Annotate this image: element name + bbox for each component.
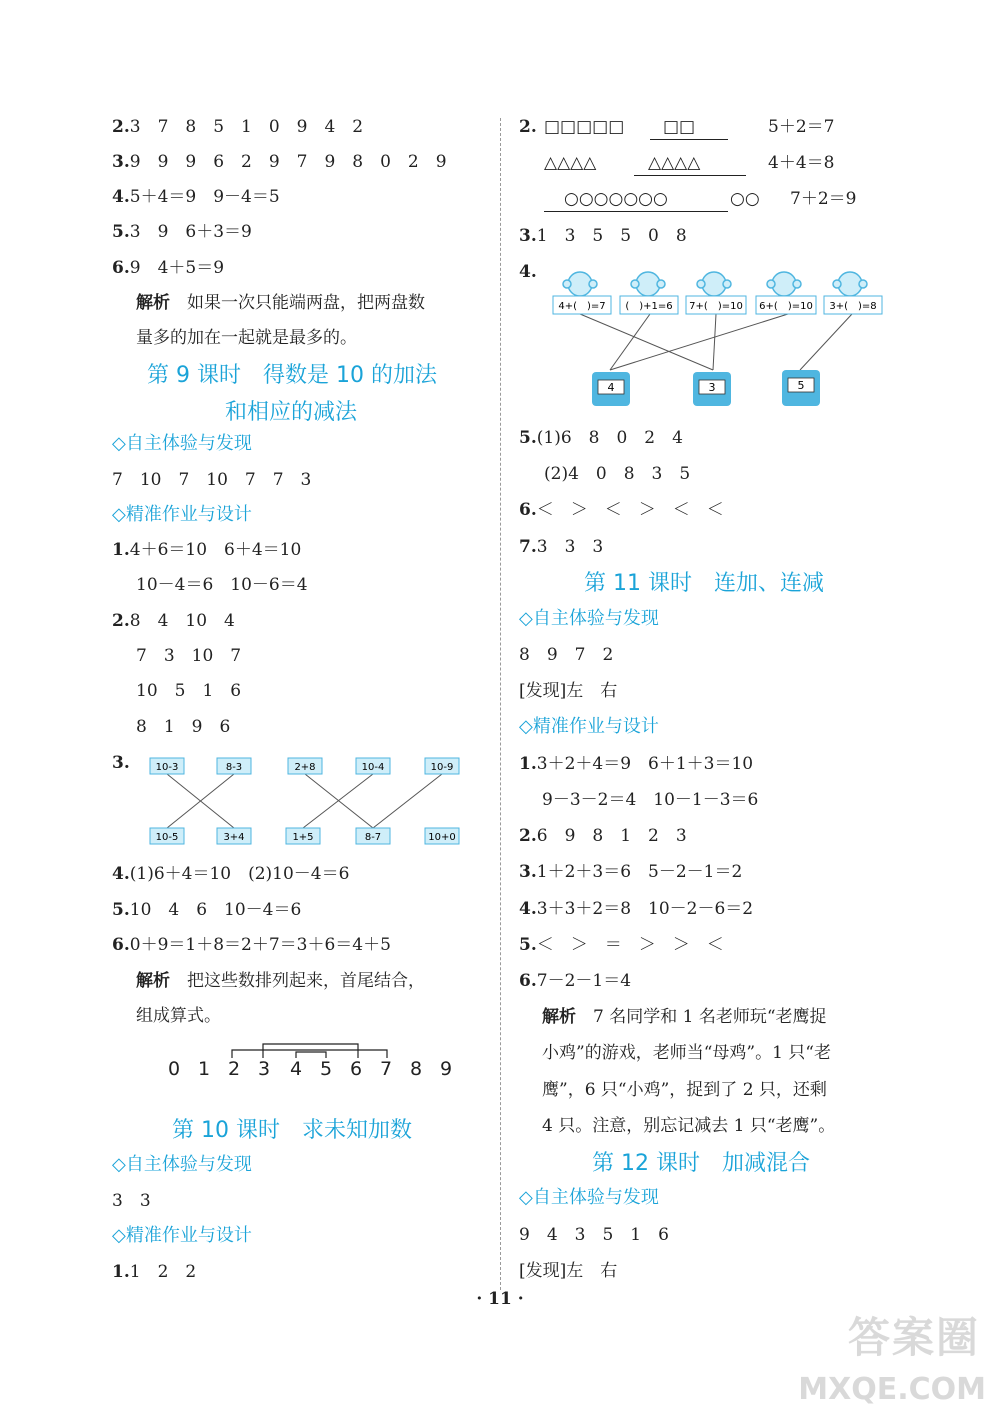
squares-group-a: □□□□□ <box>544 117 625 137</box>
explore-12-answers: 9 4 3 5 1 6 <box>519 1225 669 1245</box>
nl-4: 4 <box>289 1058 303 1080</box>
triangles-group-b: △△△△ <box>648 153 701 173</box>
card-top-2 <box>217 758 251 774</box>
analysis-3-line2: 小鸡”的游戏，老师当“母鸡”。1 只“老 <box>542 1043 831 1063</box>
hw-2-row3: 10 5 1 6 <box>136 681 242 701</box>
hw-2-row2: 7 3 10 7 <box>136 646 242 666</box>
triangles-group-a: △△△△ <box>544 153 597 173</box>
svg-text:5: 5 <box>797 379 805 392</box>
hw11-3: 3.1＋2＋3＝6 5－2－1＝2 <box>519 862 743 882</box>
house-icon <box>693 372 731 406</box>
monkey-icon <box>767 272 801 296</box>
answer-4-right: 4. <box>519 262 537 282</box>
hw-2: 2.8 4 10 4 <box>112 611 235 631</box>
section-homework-11: ◇精准作业与设计 <box>519 716 659 737</box>
svg-text:10-9: 10-9 <box>430 762 454 773</box>
card-eq-3: 7+( )=10 <box>689 301 743 312</box>
svg-text:10-5: 10-5 <box>155 832 179 843</box>
underline-2 <box>634 175 746 176</box>
house-icons <box>592 370 820 406</box>
svg-text:8-3: 8-3 <box>225 762 243 773</box>
monkey-icon <box>631 272 665 296</box>
explore-11-answers: 8 9 7 2 <box>519 645 614 665</box>
svg-text:10+0: 10+0 <box>428 832 456 843</box>
underline-3 <box>544 211 728 212</box>
answer-6: 6.9 4＋5＝9 <box>112 258 225 278</box>
lesson-11-title: 第 11 课时 连加、连减 <box>584 571 824 596</box>
equation-cards <box>553 296 882 314</box>
bottom-cards <box>150 828 459 844</box>
nl-7: 7 <box>379 1058 393 1080</box>
top-cards <box>150 758 459 774</box>
hw-3: 3. <box>112 753 130 773</box>
hw10-1: 1.1 2 2 <box>112 1262 197 1282</box>
equation-1: 5＋2＝7 <box>768 117 835 137</box>
section-explore-10: ◇自主体验与发现 <box>112 1154 252 1175</box>
lesson-10-title: 第 10 课时 求未知加数 <box>172 1118 412 1143</box>
answer-7-right: 7.3 3 3 <box>519 537 604 557</box>
svg-text:4: 4 <box>607 381 615 394</box>
match-lines-right <box>580 314 852 370</box>
analysis-2-text: 组成算式。 <box>136 1006 221 1026</box>
hw11-5: 5.＜ ＞ ＝ ＞ ＞ ＜ <box>519 935 724 955</box>
circles-group-b: ○○ <box>730 189 760 209</box>
card-eq-4: 6+( )=10 <box>759 301 813 312</box>
card-bottom-3 <box>286 828 320 844</box>
monkey-icon <box>697 272 731 296</box>
svg-text:2+8: 2+8 <box>294 762 316 773</box>
answer-6-right: 6.＜ ＞ ＜ ＞ ＜ ＜ <box>519 500 724 520</box>
analysis-3-line3: 鹰”，6 只“小鸡”，捉到了 2 只，还剩 <box>542 1080 827 1100</box>
nl-5: 5 <box>319 1058 333 1080</box>
card-bottom-2 <box>217 828 251 844</box>
nl-1: 1 <box>197 1058 211 1080</box>
svg-text:10-4: 10-4 <box>361 762 385 773</box>
monkey-icons <box>563 272 867 296</box>
match-lines <box>167 774 442 828</box>
explore-answers: 7 10 7 10 7 7 3 <box>112 470 312 490</box>
column-divider <box>500 118 501 1290</box>
hw-4: 4.(1)6＋4＝10 (2)10－4＝6 <box>112 864 350 884</box>
card-eq-5: 3+( )=8 <box>829 301 877 312</box>
answer-3: 3.9 9 9 6 2 9 7 9 8 0 2 9 <box>112 152 447 172</box>
nl-9: 9 <box>439 1058 453 1080</box>
svg-text:8-7: 8-7 <box>364 832 382 843</box>
section-explore-12: ◇自主体验与发现 <box>519 1187 659 1208</box>
svg-text:10-3: 10-3 <box>155 762 179 773</box>
nl-8: 8 <box>409 1058 423 1080</box>
watermark-url: MXQE.COM <box>798 1372 986 1407</box>
section-homework-10: ◇精准作业与设计 <box>112 1225 252 1246</box>
watermark-logo: 答案圈 <box>847 1313 980 1362</box>
analysis-3-line4: 4 只。注意，别忘记减去 1 只“老鹰”。 <box>542 1116 836 1136</box>
page-number: · 11 · <box>476 1289 524 1309</box>
analysis-text: 量多的加在一起就是最多的。 <box>136 328 357 348</box>
monkey-house-matching <box>550 266 890 412</box>
hw11-1-line2: 9－3－2＝4 10－1－3＝6 <box>542 790 759 810</box>
svg-text:1+5: 1+5 <box>292 832 314 843</box>
equation-3: 7＋2＝9 <box>790 189 857 209</box>
matching-diagram <box>140 750 470 850</box>
hw11-4: 4.3＋3＋2＝8 10－2－6＝2 <box>519 899 754 919</box>
card-bottom-4 <box>356 828 390 844</box>
card-top-1 <box>150 758 184 774</box>
answer-5: 5.3 9 6＋3＝9 <box>112 222 252 242</box>
answer-3-right: 3.1 3 5 5 0 8 <box>519 226 687 246</box>
card-top-4 <box>356 758 390 774</box>
lesson-9-title: 第 9 课时 得数是 10 的加法 <box>147 363 437 388</box>
card-top-5 <box>425 758 459 774</box>
analysis-3-label: 解析 7 名同学和 1 名老师玩“老鹰捉 <box>542 1007 827 1027</box>
answer-5-right-line2: (2)4 0 8 3 5 <box>544 464 691 484</box>
hw11-2: 2.6 9 8 1 2 3 <box>519 826 687 846</box>
answer-2: 2.3 7 8 5 1 0 9 4 2 <box>112 117 364 137</box>
lesson-12-title: 第 12 课时 加减混合 <box>592 1151 810 1176</box>
card-eq-1: 4+( )=7 <box>558 301 606 312</box>
nl-2: 2 <box>227 1058 241 1080</box>
hw-1-line2: 10－4＝6 10－6＝4 <box>136 575 308 595</box>
nl-0: 0 <box>167 1058 181 1080</box>
number-line <box>160 1038 470 1088</box>
section-explore: ◇自主体验与发现 <box>112 433 252 454</box>
section-homework: ◇精准作业与设计 <box>112 504 252 525</box>
underline-1 <box>650 139 728 140</box>
equation-2: 4＋4＝8 <box>768 153 835 173</box>
hw11-6: 6.7－2－1＝4 <box>519 971 632 991</box>
card-top-3 <box>288 758 322 774</box>
squares-group-b: □□ <box>663 117 696 137</box>
discover-11: [发现]左 右 <box>519 681 618 701</box>
answer-2-right: 2. <box>519 117 537 137</box>
nl-3: 3 <box>257 1058 271 1080</box>
card-bottom-1 <box>150 828 184 844</box>
explore-10-answers: 3 3 <box>112 1191 151 1211</box>
circles-group-a: ○○○○○○○ <box>564 189 668 209</box>
hw-5: 5.10 4 6 10－4＝6 <box>112 900 302 920</box>
hw-6: 6.0＋9＝1＋8＝2＋7＝3＋6＝4＋5 <box>112 935 391 955</box>
house-icon <box>782 370 820 406</box>
hw-2-row4: 8 1 9 6 <box>136 717 231 737</box>
monkey-icon <box>563 272 597 296</box>
discover-12: [发现]左 右 <box>519 1261 618 1281</box>
svg-text:3: 3 <box>708 381 716 394</box>
house-icon <box>592 372 630 406</box>
card-eq-2: ( )+1=6 <box>625 301 673 312</box>
svg-text:3+4: 3+4 <box>223 832 245 843</box>
monkey-icon <box>833 272 867 296</box>
answer-5-right: 5.(1)6 8 0 2 4 <box>519 428 683 448</box>
lesson-9-subtitle: 和相应的减法 <box>225 400 358 425</box>
analysis-label: 解析 如果一次只能端两盘，把两盘数 <box>136 293 425 313</box>
nl-6: 6 <box>349 1058 363 1080</box>
hw11-1: 1.3＋2＋4＝9 6＋1＋3＝10 <box>519 754 754 774</box>
card-bottom-5 <box>425 828 459 844</box>
answer-4: 4.5＋4＝9 9－4＝5 <box>112 187 280 207</box>
section-explore-11: ◇自主体验与发现 <box>519 608 659 629</box>
analysis-2-label: 解析 把这些数排列起来，首尾结合， <box>136 971 425 991</box>
hw-1: 1.4＋6＝10 6＋4＝10 <box>112 540 302 560</box>
